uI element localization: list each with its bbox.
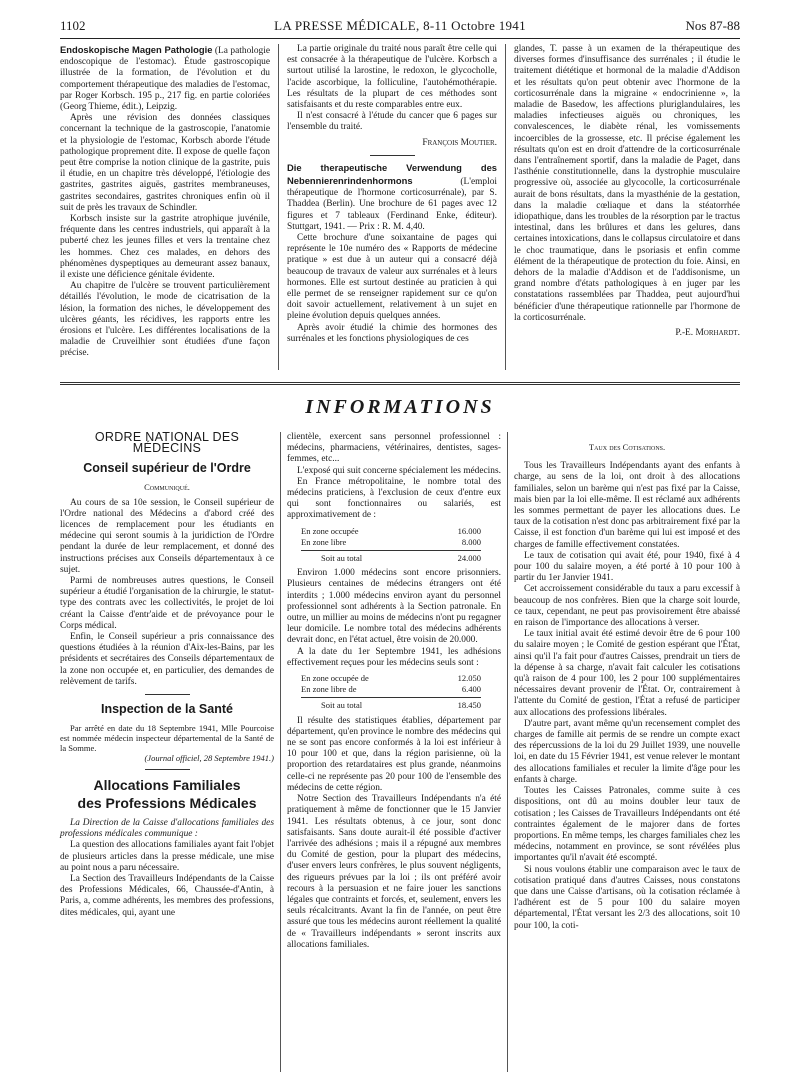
info-column-2 [287,432,501,951]
allocations-heading-line1: Allocations Familiales [93,777,241,794]
journal-title: LA PRESSE MÉDICALE, 8-11 Octobre 1941 [274,18,526,33]
allocations-heading-line2: des Professions Médicales [77,795,257,812]
review-paragraph: glandes, T. passe à un examen de la thérapeutique des diverses formes d'insuffisance des surrénales ; il étudie le traitement diététique et hormonal de la maladie d'Addison et les résultats qu'on peut obtenir avec l'hormone de la corticosurrénale dans la migraine « endocrinienne », la maladie de Basedow, les affections pluriglandulaires, les maladies infectieuses aiguës ou chroniques, les convalescences, le diabète rénal, les vomissements incoercibles de la grossesse, etc. Il précise également les résultats qu'on est en droit d'attendre de la corticosurrénale dans l'entraînement sportif, dans la maladie de Paget, dans l'asthénie constitutionnelle, dans la dystrophie musculaire progressive où, associée au glycocolle, la corticosurrénale aurait de bons résultats, dans la myasthénie de la gestation, dans la maladie cœliaque et dans la stéatorrhée idiopathique, dans les troubles de la résorption par le tractus intestinal, dans les brûlures et dans les gelures, dans certaines intoxications, dans le collapsus circulatoire et dans le choc traumatique, dans le psoriasis et enfin comme élément de la thérapeutique de protection du foie. Ainsi, en dehors de la maladie d'Addison et de l'addisonisme, un grand nombre d'états pathologiques à en juger par les constatations rassemblées par Thaddea, peut aujourd'hui bénéficier d'une thérapeutique rationnelle par l'hormone de la corticosurrénale. [514,44,740,323]
review-paragraph: Il n'est consacré à l'étude du cancer que 6 pages sur l'ensemble du traité. [287,111,497,133]
section-rule [60,382,740,385]
info-paragraph: Le taux initial avait été estimé devoir être de 6 pour 100 du salaire moyen ; le Comité de gestion espérant que l'État, ainsi qu'il l'a fait pour d'autres Caisses, prendrait un tiers de la dépense à sa charge, n'avait fait calculer les cotisations qu'à raison de 4 pour 100, les 2 pour 100 supplémentaires nécessaires devant provenir de l'État. Or, contrairement à l'attente du Comité de gestion, l'État a refusé de participer aux allocations des professions libérales. [514,629,740,718]
page-header [60,20,740,39]
info-paragraph: A la date du 1er Septembre 1941, les adhésions effectivement reçues pour les médecins seuls sont : [287,646,501,668]
review-paragraph: Au chapitre de l'ulcère se trouvent particulièrement détaillés l'évolution, le mode de cicatrisation de la lésion, la formation des niches, le développement des ulcères géants, les récidives, les rapports entre les érosions et l'ulcère. Les différentes localisations de la maladie de Cruveilhier sont étudiées d'une façon précise. [60,281,270,359]
page-number: 1102 [60,18,86,33]
info-paragraph: Toutes les Caisses Patronales, comme suite à ces dispositions, ont dû au moins doubler leur taux de cotisation ; les Caisses de Travailleurs Indépendants ont été contraintes également de le majorer dans de fortes proportions. En même temps, les charges familiales chez les médecins, notamment en province, se sont révélées plus importantes qu'il n'avait été escompté. [514,786,740,864]
divider [145,694,190,695]
review-paragraph: Endoskopische Magen Pathologie (La pathologie endoscopique de l'estomac). Étude gastroscopique illustrée de la formation, de l'évolution et du comportement thérapeutique des maladies de l'estomac, par Roger Korbsch. 195 p., 217 fig. en partie coloriées (Georg Thieme, édit.), Leipzig. [60,44,270,113]
review-paragraph: Après une révision des données classiques concernant la technique de la gastroscopie, l'anatomie et la physiologie de l'estomac, Korbsch aborde l'étude pathologique proprement dite. Il expose de quelle façon peut être comprise la notion clinique de la gastrite, puis il étudie, en un chapitre très développé, l'étiologie des gastrites, gastrites aiguës, gastrites membraneuses, gastrites secondaires, gastrites chroniques enfin où il suit de près les travaux de Schindler. [60,113,270,213]
review-paragraph: La partie originale du traité nous paraît être celle qui est consacrée à la thérapeutique de l'ulcère. Korbsch a surtout utilisé la larostine, le redoxon, le glycocholle, l'acide ascorbique, la folliculine, l'autohémothérapie. Les résultats de la plupart de ces méthodes sont satisfaisants et du reste comparables entre eux. [287,44,497,111]
ordre-heading: ORDRE NATIONAL DES MÉDECINS [94,430,240,456]
review-signature: P.-E. Morhardt. [675,328,740,339]
table-total-row: Soit au total 24.000 [301,550,481,564]
info-paragraph: Il résulte des statistiques établies, département par département, qu'en province le nombre des médecins qui ne se sont pas encore conformés à la loi est inférieur à 10 pour 100 et que, dans la région parisienne, où la proportion des retardataires est plus grande, néanmoins celle-ci ne représente pas 20 pour 100 de l'ensemble des médecins de cette région. [287,715,501,793]
review-paragraph: Korbsch insiste sur la gastrite atrophique juvénile, fréquente dans les centres industriels, qui apparaît à la puberté chez les jeunes filles et vers la trentaine chez les hommes. Chez ces malades, en dehors des phénomènes dyspeptiques au demeurant assez banaux, il existe une déficience génitale évidente. [60,214,270,281]
review-paragraph: Die therapeutische Verwendung des Nebennierenrindenhormons (L'emploi thérapeutique de l'hormone corticosurrénale), par S. Thaddea (Berlin). Une brochure de 61 pages avec 12 figures et 7 tableaux (Ferdinand Enke, éditeur). Stuttgart, 1941. — Prix : R. M. 4,40. [287,161,497,232]
info-paragraph: Par arrêté en date du 18 Septembre 1941, Mlle Pourcoise est nommée médecin inspecteur départemental de la Santé de la Somme. [60,723,274,754]
review-signature: François Moutier. [422,137,497,148]
table-row: En zone libre 8.000 [301,536,481,547]
info-paragraph: Notre Section des Travailleurs Indépendants n'a été pratiquement à même de fonctionner que le 15 Janvier 1941. Les résultats obtenus, à ce jour, sont donc satisfaisants. Sans doute aurait-il été possible d'activer l'arrivée des adhésions ; mais il a répugné aux membres du Comité de gestion, pour la plupart des médecins, d'user envers leurs confrères, le plus souvent négligents, des rigueurs prévues par la loi ; ils ont préféré avoir recours à la persuasion et ne faire jouer les sanctions légales que contraints et forcés, et, seulement, envers les seuls récalcitrants. Avant la fin de l'année, on peut être assuré que tous les médecins auront réellement la qualité de « Travailleurs indépendants » seront inscrits aux allocations familiales. [287,794,501,950]
info-paragraph: Parmi de nombreuses autres questions, le Conseil supérieur a étudié l'organisation de la chirurgie, le statut-type des contrats avec les collectivités, le projet de loi créant la Caisse d'entr'aide et de prévoyance pour le Corps médical. [60,576,274,631]
info-paragraph: D'autre part, avant même qu'un recensement complet des charges de famille ait permis de se rendre un compte exact des répercussions de la loi du 29 Juillet 1939, une nouvelle loi, en date du 15 Février 1941, est venue relever le montant des allocations familiales et reculer la limite d'âge pour les enfants à charge. [514,718,740,785]
info-paragraph: Cet accroissement considérable du taux a paru excessif à beaucoup de nos confrères. Bien que la charge soit lourde, ce taux, cependant, ne peut pas provisoirement être abaissé en raison de l'importance des allocations à verser. [514,584,740,629]
communique-label: Communiqué. [144,482,190,493]
info-paragraph: Enfin, le Conseil supérieur a pris connaissance des questions étudiées à la réunion d'Aix-les-Bains, par les présidents et secrétaires des Conseils départementaux de la zone non occupée et, en particulier, des demandes de relèvement de tarifs. [60,632,274,687]
informations-heading: INFORMATIONS [305,396,495,418]
info-paragraph: L'exposé qui suit concerne spécialement les médecins. [297,465,501,476]
review-title: Die therapeutische Verwendung des Nebennierenrindenhormons [287,161,497,187]
divider [145,769,190,770]
info-paragraph: En France métropolitaine, le nombre total des médecins praticiens, à l'exclusion de ceux d'entre eux qui sont fonctionnaires ou salariés, est approximativement de : [287,476,501,521]
info-column-3 [514,432,740,932]
info-paragraph: La question des allocations familiales ayant fait l'objet de plusieurs articles dans la presse médicale, une mise au point nous a paru nécessaire. [60,840,274,873]
taux-heading: Taux des Cotisations. [588,442,666,452]
divider [370,155,415,156]
info-paragraph: Au cours de sa 10e session, le Conseil supérieur de l'Ordre national des Médecins a d'abord créé des licences de remplacement pour les étudiants en médecine qui seront soumis à la juridiction de l'Ordre pendant la durée de leur remplacement, et donné des instructions précises aux Conseils départementaux à ce sujet. [60,497,274,575]
info-column-1 [60,432,274,919]
conseil-heading: Conseil supérieur de l'Ordre [83,461,251,476]
info-paragraph: Environ 1.000 médecins sont encore prisonniers. Plusieurs centaines de médecins étrangers ont été interdits ; 1.000 médecins environ ayant du personnel professionnel sont adhérents à la Section patronale. En outre, un millier au moins de médecins n'ont pu regagner leur domicile. Le nombre total des médecins adhérents devrait donc, en l'état actuel, être voisin de 20.000. [287,568,501,646]
info-paragraph: La Direction de la Caisse d'allocations familiales des professions médicales communique : [60,818,274,840]
info-paragraph: clientèle, exercent sans personnel professionnel : médecins, pharmaciens, vétérinaires, dentistes, sages-femmes, etc... [287,432,501,465]
inspection-heading: Inspection de la Santé [101,702,233,717]
review-column-1 [60,44,270,360]
table-row: En zone libre de 6.400 [301,684,481,695]
review-column-2 [287,44,497,345]
info-paragraph: Tous les Travailleurs Indépendants ayant des enfants à charge, au sens de la loi, ont droit à des allocations familiales, selon un barème qui n'est pas fixé par la Caisse, mais bien par la loi elle-même. Il est réclamé aux adhérents les sommes permettant de payer les allocations dues. Le taux de la cotisation n'est donc pas arbitrairement fixé par la Caisse, il est fonction d'un barème qui lui est imposé et des charges de famille effectivement constatées. [514,461,740,550]
inspection-source: (Journal officiel, 28 Septembre 1941.) [144,753,274,764]
review-column-3 [514,44,740,339]
table-row: En zone occupée 16.000 [301,525,481,536]
table-row: En zone occupée de 12.050 [301,673,481,684]
column-divider [280,432,281,1072]
column-divider [507,432,508,1072]
issue-number: Nos 87-88 [685,18,740,33]
info-paragraph: La Section des Travailleurs Indépendants de la Caisse des Professions Médicales, 66, Chaussée-d'Antin, à Paris, a, comme adhérents, les membres des professions, dites médicales, qui, ayant une [60,874,274,918]
column-divider [505,44,506,370]
review-title: Endoskopische Magen Pathologie [60,44,213,55]
review-paragraph: Après avoir étudié la chimie des hormones des surrénales et les fonctions physiologiques de ces [287,322,497,344]
physician-count-table [301,526,481,565]
membership-table [301,673,481,712]
info-paragraph: Le taux de cotisation qui avait été, pour 1940, fixé à 4 pour 100 du salaire moyen, a été porté à 10 pour 100 à partir du 1er Janvier 1941. [514,550,740,584]
info-paragraph: Si nous voulons établir une comparaison avec le taux de cotisation pratiqué dans d'autres Caisses, nous constatons que dans une Caisse d'artisans, où la cotisation réclamée à l'adhérent est de 5 pour 100 du salaire moyen départemental, l'État versant les 2/3 des allocations, soit 10 pour 100, la coti- [514,864,740,931]
column-divider [278,44,279,370]
review-paragraph: Cette brochure d'une soixantaine de pages qui représente le 10e numéro des « Rapports de médecine pratique » est due à un auteur qui a consacré déjà beaucoup de travaux de valeur aux surrénales et à leurs hormones. Elle est surtout destinée au praticien à qui elle permet de se renseigner rapidement sur ce qu'on doit savoir actuellement, relativement à un sujet en pleine évolution depuis quelques années. [287,233,497,322]
table-total-row: Soit au total 18.450 [301,697,481,711]
